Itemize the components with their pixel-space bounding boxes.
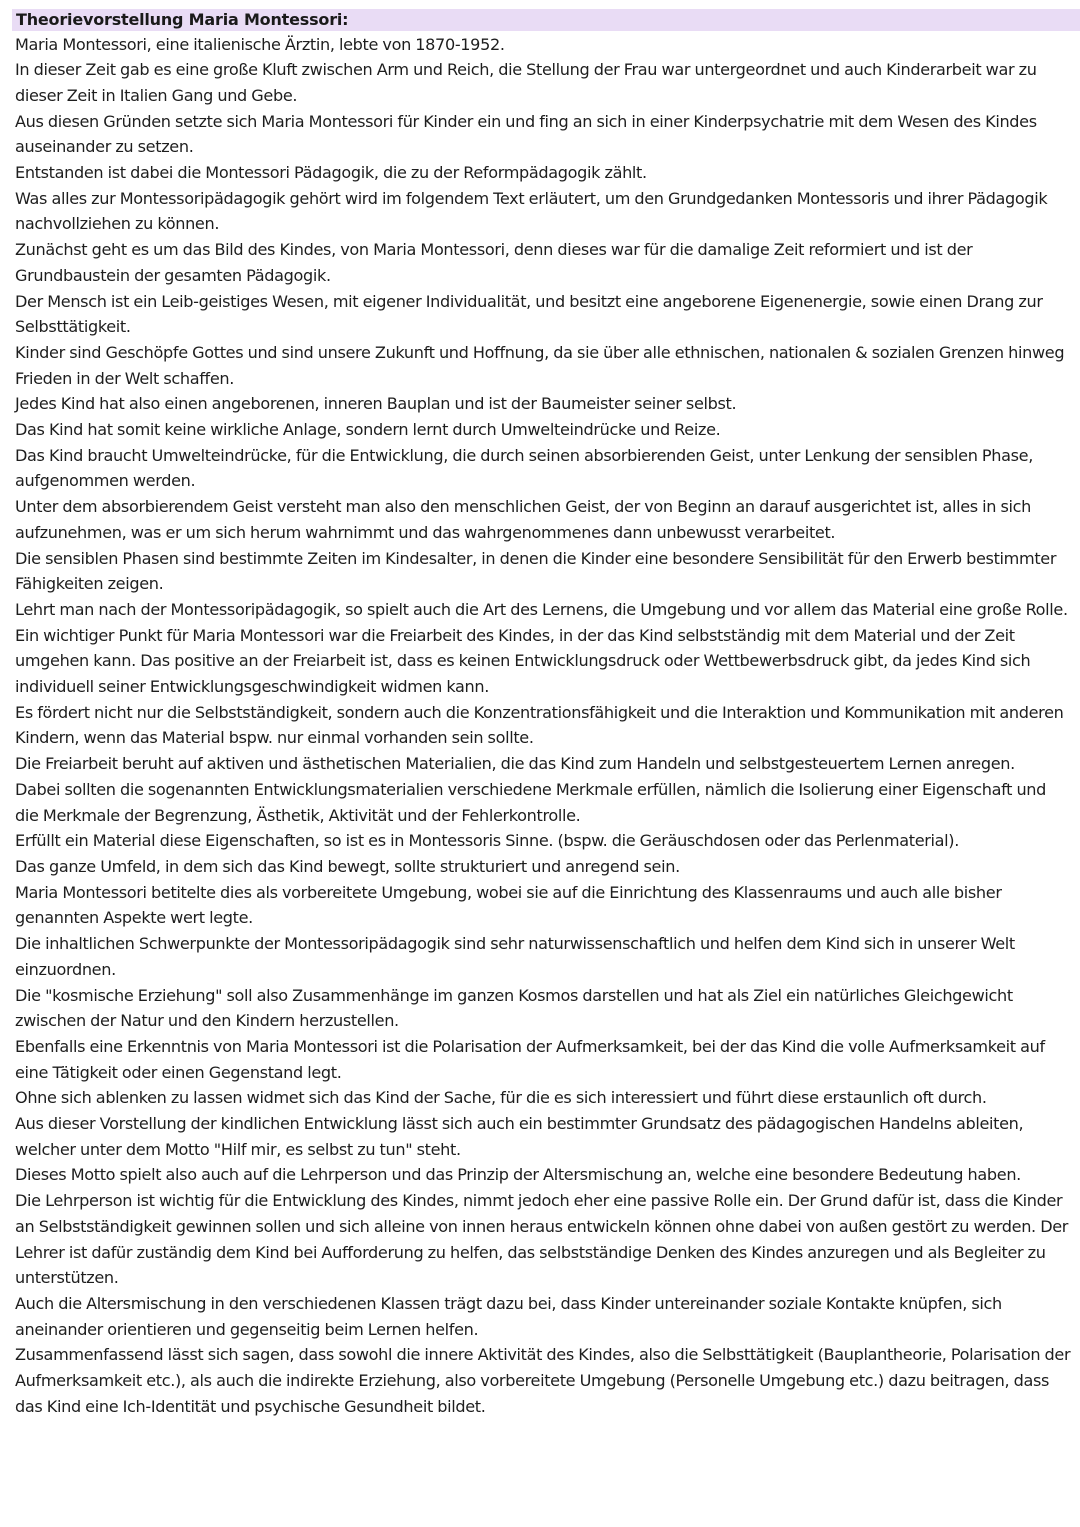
body-paragraph: In dieser Zeit gab es eine große Kluft zwischen Arm und Reich, die Stellung der Frau war untergeordnet und auch Kinderarbeit war zu dieser Zeit in Italien Gang und Gebe.	[15, 60, 1037, 105]
body-paragraph: Das Kind hat somit keine wirkliche Anlage, sondern lernt durch Umwelteindrücke und Reize.	[15, 420, 721, 440]
body-paragraph: Ebenfalls eine Erkenntnis von Maria Montessori ist die Polarisation der Aufmerksamkeit, bei der das Kind die volle Aufmerksamkeit auf eine Tätigkeit oder einen Gegenstand legt.	[15, 1036, 1045, 1082]
body-paragraph: Zusammenfassend lässt sich sagen, dass sowohl die innere Aktivität des Kindes, also die Selbsttätigkeit (Bauplantheorie, Polarisation der Aufmerksamkeit etc.), als auch die indirekte Erziehung, also vorbereitete Umgebung (Personelle Umgebung etc.) dazu beitragen, dass das Kind eine Ich-Identität und psychische Gesundheit bildet.	[15, 1345, 1071, 1416]
body-paragraph: Was alles zur Montessoripädagogik gehört wird im folgendem Text erläutert, um den Grundgedanken Montessoris und ihrer Pädagogik nachvollziehen zu können.	[15, 188, 1048, 234]
body-paragraph: Ohne sich ablenken zu lassen widmet sich das Kind der Sache, für die es sich interessiert und führt diese erstaunlich oft durch.	[15, 1088, 987, 1108]
body-paragraph: Das ganze Umfeld, in dem sich das Kind bewegt, sollte strukturiert und anregend sein.	[15, 857, 680, 876]
body-paragraph: Dabei sollten die sogenannten Entwicklungsmaterialien verschiedene Merkmale erfüllen, nämlich die Isolierung einer Eigenschaft und die Merkmale der Begrenzung, Ästhetik, Aktivität und der Fehlerkontrolle.	[15, 779, 1047, 825]
document-title: Theorievorstellung Maria Montessori:	[16, 10, 349, 29]
body-paragraph: Die sensiblen Phasen sind bestimmte Zeiten im Kindesalter, in denen die Kinder eine besondere Sensibilität für den Erwerb bestimmter Fähigkeiten zeigen.	[15, 548, 1057, 594]
body-paragraph: Zunächst geht es um das Bild des Kindes, von Maria Montessori, denn dieses war für die damalige Zeit reformiert und ist der Grundbaustein der gesamten Pädagogik.	[15, 240, 973, 285]
body-paragraph: Maria Montessori betitelte dies als vorbereitete Umgebung, wobei sie auf die Einrichtung des Klassenraums und auch alle bisher genannten Aspekte wert legte.	[15, 882, 1002, 928]
body-paragraph: Ein wichtiger Punkt für Maria Montessori war die Freiarbeit des Kindes, in der das Kind selbstständig mit dem Material und der Zeit umgehen kann. Das positive an der Freiarbeit ist, dass es keinen Entwicklungsdruck oder Wettbewerbsdruck gibt, da jedes Kind sich individuell seiner Entwicklungsgeschwindigkeit widmen kann.	[15, 625, 1031, 697]
body-paragraph: Entstanden ist dabei die Montessori Pädagogik, die zu der Reformpädagogik zählt.	[15, 163, 647, 183]
body-paragraph: Kinder sind Geschöpfe Gottes und sind unsere Zukunft und Hoffnung, da sie über alle ethnischen, nationalen & sozialen Grenzen hinweg Frieden in der Welt schaffen.	[15, 342, 1065, 388]
body-paragraph: Maria Montessori, eine italienische Ärztin, lebte von 1870-1952.	[15, 34, 505, 54]
body-paragraph: Es fördert nicht nur die Selbstständigkeit, sondern auch die Konzentrationsfähigkeit und die Interaktion und Kommunikation mit anderen Kindern, wenn das Material bspw. nur einmal vorhanden sein sollte.	[15, 702, 1064, 748]
body-paragraph: Die inhaltlichen Schwerpunkte der Montessoripädagogik sind sehr naturwissenschaftlich und helfen dem Kind sich in unserer Welt einzuordnen.	[15, 934, 1015, 979]
body-paragraph: Aus dieser Vorstellung der kindlichen Entwicklung lässt sich auch ein bestimmter Grundsatz des pädagogischen Handelns ableiten, welcher unter dem Motto "Hilf mir, es selbst zu tun" steht.	[15, 1114, 1024, 1159]
body-paragraph: Erfüllt ein Material diese Eigenschaften, so ist es in Montessoris Sinne. (bspw. die Geräuschdosen oder das Perlenmaterial).	[15, 831, 959, 851]
body-paragraph: Die Freiarbeit beruht auf aktiven und ästhetischen Materialien, die das Kind zum Handeln und selbstgesteuertem Lernen anregen.	[15, 754, 1015, 774]
body-paragraph: Aus diesen Gründen setzte sich Maria Montessori für Kinder ein und fing an sich in einer Kinderpsychatrie mit dem Wesen des Kindes auseinander zu setzen.	[15, 111, 1037, 157]
body-paragraph: Das Kind braucht Umwelteindrücke, für die Entwicklung, die durch seinen absorbierenden Geist, unter Lenkung der sensiblen Phase, aufgenommen werden.	[15, 445, 1033, 491]
body-paragraph: Die "kosmische Erziehung" soll also Zusammenhänge im ganzen Kosmos darstellen und hat als Ziel ein natürliches Gleichgewicht zwischen der Natur und den Kindern herzustellen.	[15, 985, 1013, 1031]
body-paragraph: Unter dem absorbierendem Geist versteht man also den menschlichen Geist, der von Beginn an darauf ausgerichtet ist, alles in sich aufzunehmen, was er um sich herum wahrnimmt und das wahrgenommenes dann unbewusst verarbeitet.	[15, 497, 1031, 542]
body-paragraph: Lehrt man nach der Montessoripädagogik, so spielt auch die Art des Lernens, die Umgebung und vor allem das Material eine große Rolle.	[15, 599, 1068, 619]
body-paragraph: Der Mensch ist ein Leib-geistiges Wesen, mit eigener Individualität, und besitzt eine angeborene Eigenenergie, sowie einen Drang zur Selbsttätigkeit.	[15, 291, 1043, 337]
body-paragraph: Jedes Kind hat also einen angeborenen, inneren Bauplan und ist der Baumeister seiner selbst.	[15, 394, 737, 414]
document-body	[15, 32, 1073, 1420]
body-paragraph: Dieses Motto spielt also auch auf die Lehrperson und das Prinzip der Altersmischung an, welche eine besondere Bedeutung haben.	[15, 1165, 1021, 1185]
body-paragraph: Auch die Altersmischung in den verschiedenen Klassen trägt dazu bei, dass Kinder untereinander soziale Kontakte knüpfen, sich aneinander orientieren und gegenseitig beim Lernen helfen.	[15, 1293, 1002, 1339]
body-paragraph: Die Lehrperson ist wichtig für die Entwicklung des Kindes, nimmt jedoch eher eine passive Rolle ein. Der Grund dafür ist, dass die Kinder an Selbstständigkeit gewinnen sollen und sich alleine von innen heraus entwickeln können ohne dabei von außen gestört zu werden. Der Lehrer ist dafür zuständig dem Kind bei Aufforderung zu helfen, das selbstständige Denken des Kindes anzuregen und als Begleiter zu unterstützen.	[15, 1191, 1069, 1288]
